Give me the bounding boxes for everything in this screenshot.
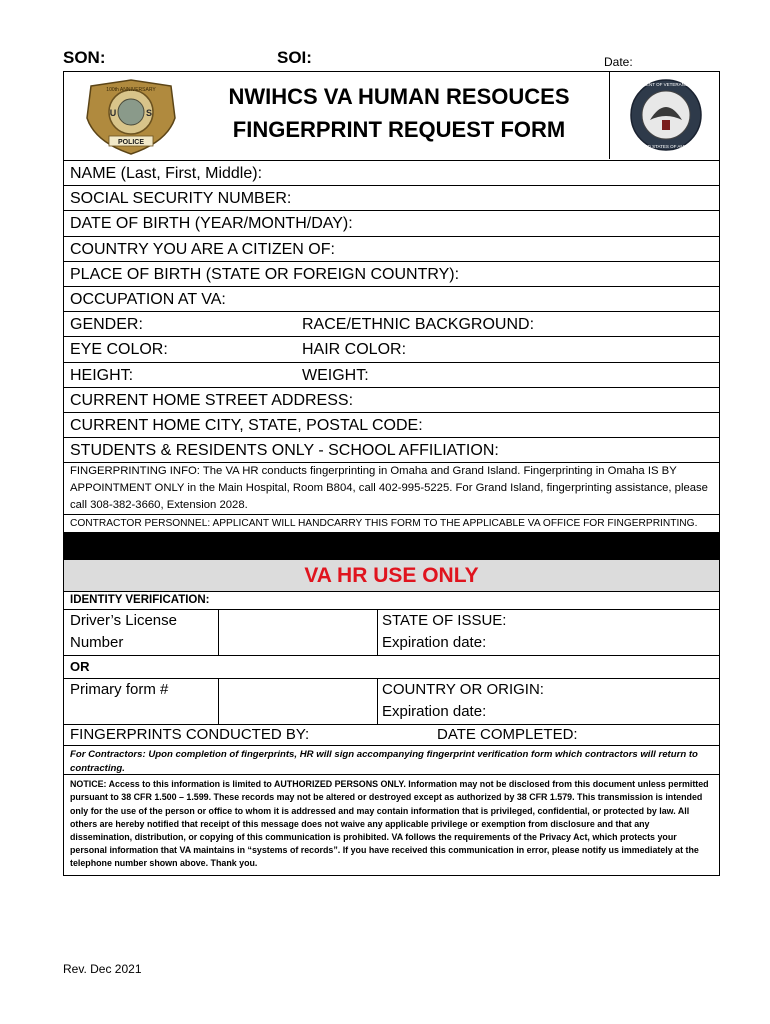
fingerprints-conducted-label: FINGERPRINTS CONDUCTED BY: — [70, 726, 310, 744]
state-of-issue-label: STATE OF ISSUE: — [382, 612, 507, 630]
height-label: HEIGHT: — [70, 366, 134, 384]
or-label: OR — [64, 656, 719, 679]
date-completed-label: DATE COMPLETED: — [437, 726, 578, 744]
date-label: Date: — [604, 55, 633, 69]
school-affiliation-label: STUDENTS & RESIDENTS ONLY - SCHOOL AFFILIATION: — [70, 442, 499, 460]
name-field[interactable] — [64, 161, 719, 186]
occupation-label: OCCUPATION AT VA: — [70, 290, 226, 308]
citizenship-field[interactable] — [64, 237, 719, 262]
seal-bottom-text: UNITED STATES OF AMERICA — [634, 144, 698, 149]
eye-color-label: EYE COLOR: — [70, 341, 168, 359]
primary-form-row — [64, 679, 719, 725]
state-issue-block — [382, 610, 506, 654]
privacy-notice: NOTICE: Access to this information is limited to AUTHORIZED PERSONS ONLY. Information may not be disclosed from this document unless permitted pursuant to 38 CFR 1.500 – 1.599. These records may not be altered or destroyed except as authorized by 38 CFR 1.579. This transmission is intended only for the use of the person or office to whom it is addressed and may contain information that is privileged, confidential, or protected by law. All others are hereby notified that receipt of this message does not waive any applicable privilege or exemption from disclosure and that any dissemination, distribution, or copying of this communication is prohibited. VA follows the requirements of the Privacy Act, which protects your personal information that VA maintains in “systems of records”. If you have received this communication in error, please notify us immediately at the telephone number shown above. Thank you. — [70, 779, 709, 869]
name-label: NAME (Last, First, Middle): — [70, 165, 263, 182]
revision-label: Rev. Dec 2021 — [63, 962, 142, 976]
gender-label: GENDER: — [70, 316, 143, 334]
height-weight-row[interactable] — [64, 363, 719, 388]
badge-letter-s: S — [145, 108, 153, 118]
country-origin-block — [382, 679, 544, 723]
fingerprints-conducted-row[interactable] — [64, 725, 719, 746]
drivers-license-input[interactable] — [218, 610, 378, 655]
hair-color-label: HAIR COLOR: — [302, 341, 407, 359]
country-origin-label: COUNTRY OR ORIGIN: — [382, 681, 544, 699]
street-address-field[interactable] — [64, 388, 719, 413]
dob-label: DATE OF BIRTH (YEAR/MONTH/DAY): — [70, 215, 353, 233]
school-affiliation-field[interactable] — [64, 438, 719, 463]
badge-police-text: POLICE — [117, 139, 145, 146]
birthplace-field[interactable] — [64, 262, 719, 287]
birthplace-label: PLACE OF BIRTH (STATE OR FOREIGN COUNTRY): — [70, 265, 460, 283]
badge-letter-u: U — [109, 108, 117, 118]
title-line-2: FINGERPRINT REQUEST FORM — [232, 117, 566, 142]
occupation-field[interactable] — [64, 287, 719, 312]
page-title — [194, 80, 604, 146]
divider-bar — [64, 533, 719, 559]
expiration-date-label-2: Expiration date: — [382, 703, 487, 721]
drivers-license-label: Driver’s License Number — [70, 612, 177, 652]
for-contractors-note: For Contractors: Upon completion of fingerprints, HR will sign accompanying fingerprint verification form which contractors will return to contracting. — [64, 746, 719, 775]
expiration-date-label-1: Expiration date: — [382, 634, 487, 652]
seal-top-text: DEPARTMENT OF VETERANS AFFAIRS — [624, 82, 708, 87]
primary-form-label: Primary form # — [70, 681, 169, 699]
ssn-label: SOCIAL SECURITY NUMBER: — [70, 190, 292, 208]
son-label: SON: — [63, 48, 106, 67]
city-state-label: CURRENT HOME CITY, STATE, POSTAL CODE: — [70, 416, 423, 434]
police-badge-logo — [71, 78, 191, 156]
primary-form-input[interactable] — [218, 679, 378, 724]
badge-anniversary-text: 100th ANNIVERSARY — [106, 87, 156, 93]
citizenship-label: COUNTRY YOU ARE A CITIZEN OF: — [70, 240, 335, 258]
city-state-field[interactable] — [64, 413, 719, 438]
street-address-label: CURRENT HOME STREET ADDRESS: — [70, 391, 354, 409]
gender-race-row[interactable] — [64, 312, 719, 337]
weight-label: WEIGHT: — [302, 366, 369, 384]
race-label: RACE/ETHNIC BACKGROUND: — [302, 316, 535, 334]
ssn-field[interactable] — [64, 186, 719, 211]
dob-field[interactable] — [64, 211, 719, 236]
title-line-1: NWIHCS VA HUMAN RESOUCES — [228, 84, 570, 109]
form-header — [64, 72, 719, 161]
va-seal-logo — [610, 72, 721, 159]
identity-verification-label: IDENTITY VERIFICATION: — [64, 592, 719, 610]
fingerprint-form — [63, 71, 720, 876]
contractor-note: CONTRACTOR PERSONNEL: APPLICANT WILL HANDCARRY THIS FORM TO THE APPLICABLE VA OFFICE FOR FINGERPRINTING. — [64, 515, 719, 533]
fingerprinting-info: FINGERPRINTING INFO: The VA HR conducts fingerprinting in Omaha and Grand Island. Fingerprinting in Omaha IS BY APPOINTMENT ONLY in the Main Hospital, Room B804, call 402-995-5225. For Grand Island, fingerprinting assistance, please call 308-382-3660, Extension 2028. — [64, 463, 719, 515]
hr-use-heading: VA HR USE ONLY — [64, 559, 719, 592]
drivers-license-row — [64, 610, 719, 656]
eye-hair-row[interactable] — [64, 337, 719, 362]
soi-label: SOI: — [277, 48, 312, 67]
va-seal-container — [609, 72, 721, 159]
